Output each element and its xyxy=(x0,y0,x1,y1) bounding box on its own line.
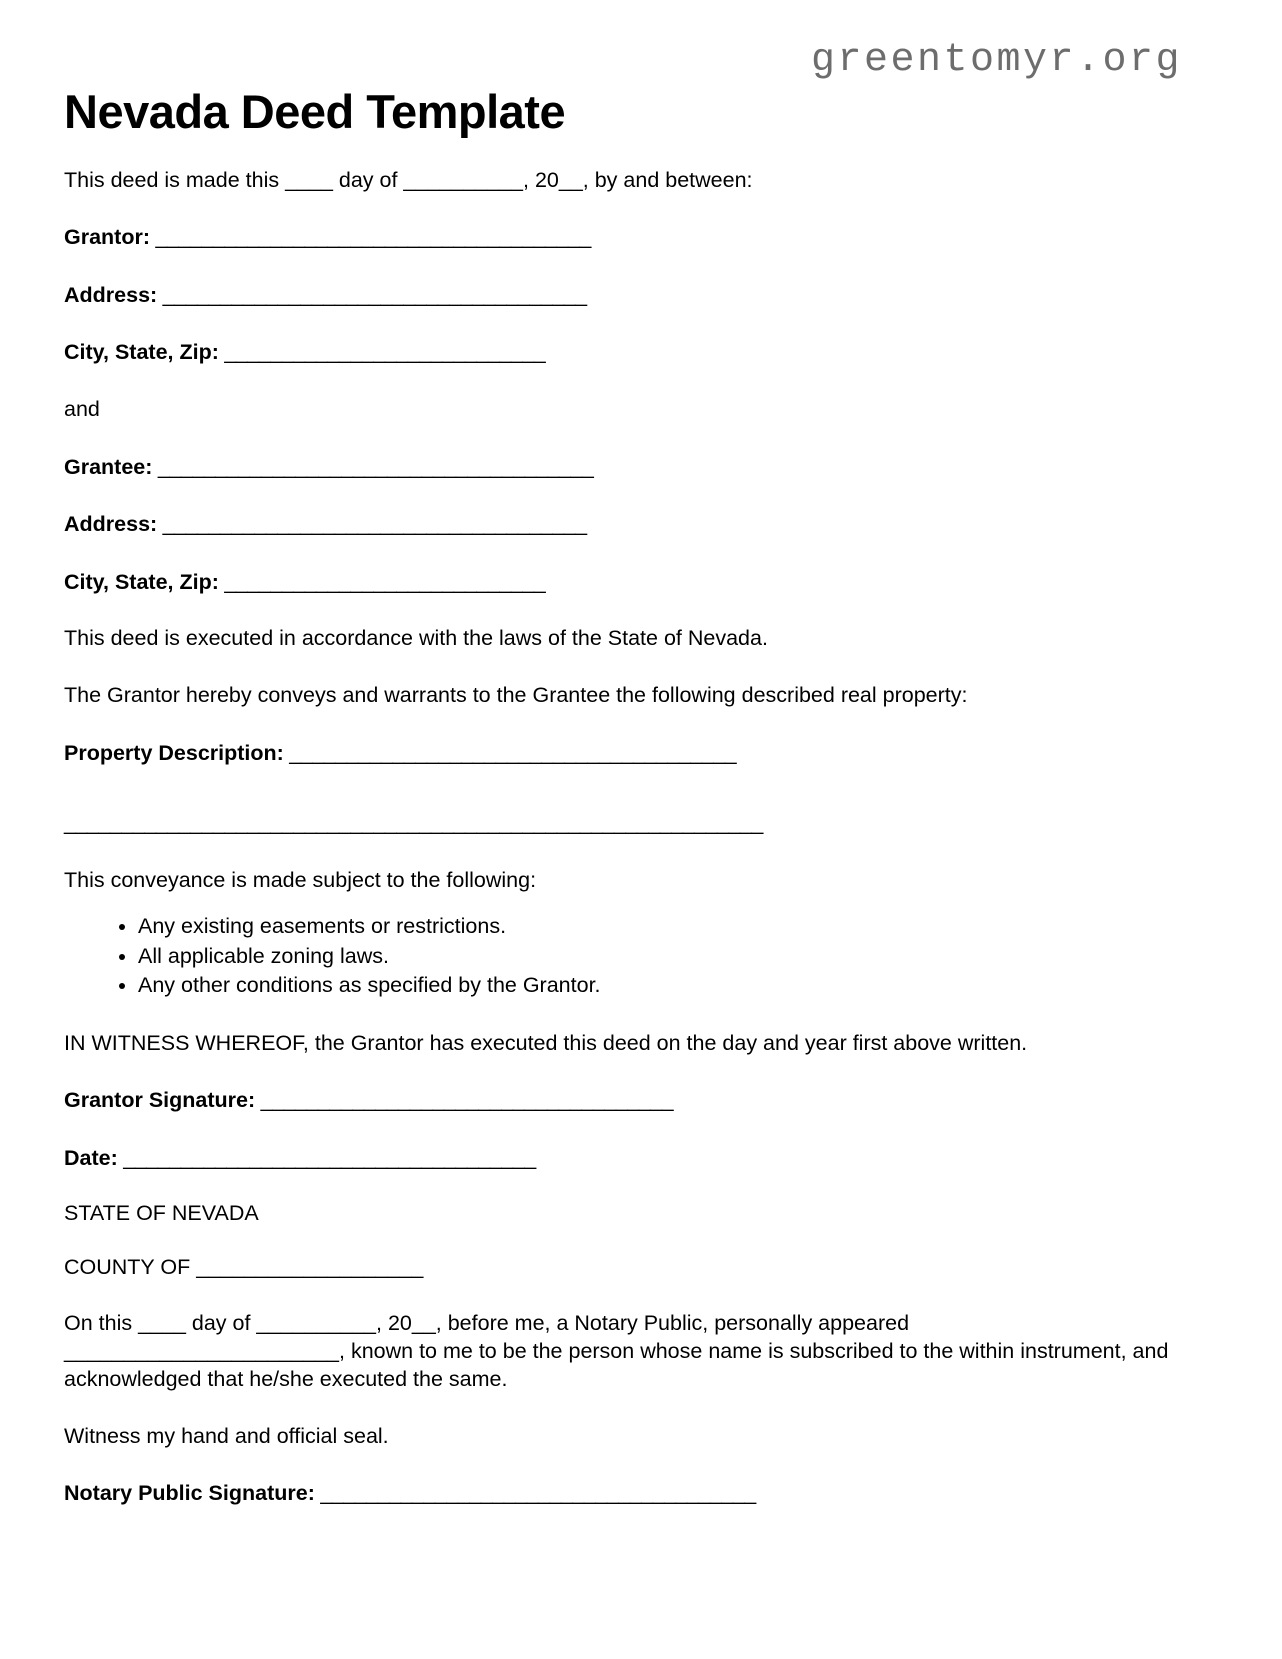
grantor-name-label: Grantor: xyxy=(64,225,150,250)
county-of-line[interactable]: COUNTY OF ___________________ xyxy=(64,1255,424,1280)
witness-whereof-paragraph: IN WITNESS WHEREOF, the Grantor has executed this deed on the day and year first above written. xyxy=(64,1030,1028,1055)
list-item: • Any existing easements or restrictions. xyxy=(138,912,1218,941)
grantor-signature-label: Grantor Signature: xyxy=(64,1088,256,1113)
conveyance-intro-paragraph: The Grantor hereby conveys and warrants to the Grantee the following described real property: xyxy=(64,683,968,708)
deed-intro-paragraph: This deed is made this ____ day of __________, 20__, by and between: xyxy=(64,167,753,192)
notary-signature-blank[interactable]: ______________________________________ xyxy=(314,1481,756,1506)
grantor-address-field xyxy=(64,252,1218,310)
grantor-city-state-zip-label: City, State, Zip: xyxy=(64,340,219,365)
subject-to-intro-paragraph: This conveyance is made subject to the following: xyxy=(64,867,537,892)
grantee-name-blank[interactable]: ______________________________________ xyxy=(152,454,594,479)
governing-law-paragraph: This deed is executed in accordance with the laws of the State of Nevada. xyxy=(64,626,768,651)
property-description-second-line[interactable]: _____________________________________________________________ xyxy=(64,811,763,836)
grantor-name-blank[interactable]: ______________________________________ xyxy=(150,225,591,250)
grantee-address-field xyxy=(64,481,1218,539)
site-watermark: greentomyr.org xyxy=(810,38,1182,83)
grantor-date-label: Date: xyxy=(64,1145,118,1170)
conditions-list xyxy=(64,894,1218,1000)
grantor-date-blank[interactable]: ____________________________________ xyxy=(117,1145,536,1170)
grantor-name-field xyxy=(64,194,1218,252)
grantee-name-field xyxy=(64,424,1218,482)
list-item: • Any other conditions as specified by the Grantor. xyxy=(138,971,1218,1000)
grantor-address-blank[interactable]: _____________________________________ xyxy=(157,282,587,307)
conjunction-and: and xyxy=(64,397,100,422)
notary-signature-field xyxy=(64,1450,1218,1508)
grantor-signature-blank[interactable]: ____________________________________ xyxy=(255,1088,674,1113)
property-description-label: Property Description: xyxy=(64,740,284,765)
property-description-blank[interactable]: _______________________________________ xyxy=(283,740,737,765)
notary-acknowledgement-paragraph: On this ____ day of __________, 20__, before me, a Notary Public, personally appeared _______________________, known to me to be the person whose name is subscribed to the within instrument, and acknowledged that he/she executed the same. xyxy=(64,1310,1169,1391)
page-title: Nevada Deed Template xyxy=(64,85,566,138)
grantor-city-state-zip-field xyxy=(64,309,1218,367)
grantee-address-blank[interactable]: _____________________________________ xyxy=(157,512,587,537)
grantee-name-label: Grantee: xyxy=(64,454,153,479)
state-of-nevada-line: STATE OF NEVADA xyxy=(64,1200,259,1225)
property-description-field xyxy=(64,710,1218,768)
list-item: • All applicable zoning laws. xyxy=(138,942,1218,971)
grantor-address-label: Address: xyxy=(64,282,158,307)
grantee-city-state-zip-label: City, State, Zip: xyxy=(64,569,219,594)
grantee-city-state-zip-blank[interactable]: ____________________________ xyxy=(218,569,546,594)
notary-signature-label: Notary Public Signature: xyxy=(64,1481,315,1506)
grantor-date-field xyxy=(64,1115,1218,1173)
grantee-city-state-zip-field xyxy=(64,539,1218,597)
grantor-signature-field xyxy=(64,1057,1218,1115)
grantee-address-label: Address: xyxy=(64,512,158,537)
grantor-city-state-zip-blank[interactable]: ____________________________ xyxy=(218,340,546,365)
witness-seal-line: Witness my hand and official seal. xyxy=(64,1423,389,1448)
